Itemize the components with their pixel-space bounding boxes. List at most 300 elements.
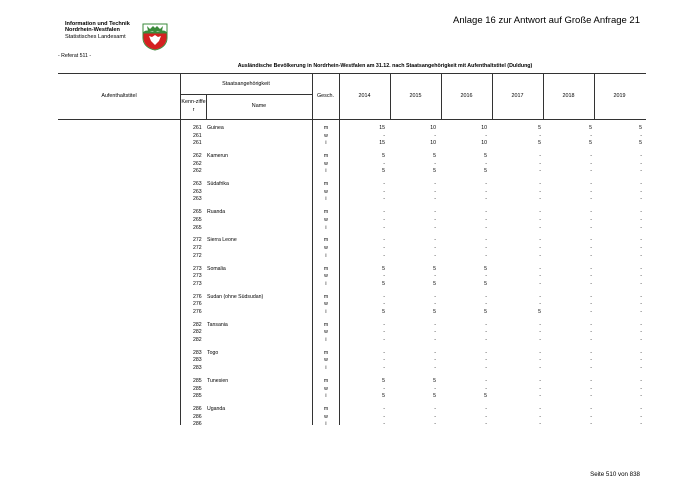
- value-cell: -: [539, 273, 541, 280]
- value-cell: 5: [382, 153, 385, 160]
- value-cell: -: [485, 181, 487, 188]
- country-code: 273: [193, 280, 202, 287]
- value-cell: -: [485, 406, 487, 412]
- value-cell: -: [640, 153, 642, 160]
- value-cell: -: [539, 237, 541, 244]
- value-cell: -: [434, 181, 436, 188]
- value-cell: -: [485, 196, 487, 203]
- country-code: 265: [193, 216, 202, 223]
- value-cell: 5: [484, 168, 487, 175]
- country-code: 276: [193, 301, 202, 308]
- value-cell: -: [640, 160, 642, 167]
- value-cell: -: [539, 321, 541, 328]
- value-cell: -: [539, 406, 541, 412]
- country-code: 272: [193, 252, 202, 259]
- value-cell: -: [640, 421, 642, 428]
- value-cell: -: [383, 349, 385, 356]
- header-year-2014: 2014: [358, 93, 371, 99]
- sex-indicator: w: [324, 245, 328, 251]
- value-cell: 5: [538, 140, 541, 147]
- country-name: Tunesien: [207, 377, 229, 384]
- header-year-2017: 2017: [511, 93, 524, 99]
- value-cell: -: [485, 349, 487, 356]
- value-cell: 10: [430, 125, 436, 131]
- country-code: 261: [193, 125, 202, 131]
- value-cell: -: [590, 245, 592, 251]
- country-code: 285: [193, 393, 202, 400]
- value-cell: -: [383, 252, 385, 259]
- value-cell: 5: [639, 140, 642, 147]
- value-cell: -: [539, 245, 541, 251]
- sex-indicator: m: [323, 349, 329, 356]
- value-cell: -: [590, 237, 592, 244]
- value-cell: -: [640, 224, 642, 231]
- sex-indicator: m: [323, 321, 329, 328]
- value-cell: 5: [433, 153, 436, 160]
- value-cell: -: [485, 224, 487, 231]
- value-cell: -: [434, 252, 436, 259]
- value-cell: -: [485, 301, 487, 308]
- value-cell: -: [434, 385, 436, 392]
- value-cell: -: [590, 321, 592, 328]
- value-cell: -: [640, 406, 642, 412]
- value-cell: -: [485, 188, 487, 195]
- value-cell: -: [590, 168, 592, 175]
- sex-indicator: w: [324, 132, 328, 139]
- value-cell: -: [434, 160, 436, 167]
- value-cell: -: [640, 245, 642, 251]
- sex-indicator: w: [324, 273, 328, 280]
- value-cell: 5: [382, 393, 385, 400]
- header-bottom-border: [58, 119, 646, 120]
- value-cell: -: [640, 196, 642, 203]
- country-name: Südafrika: [207, 181, 229, 188]
- value-cell: -: [539, 365, 541, 371]
- country-name: Sudan (ohne Südsudan): [207, 293, 264, 300]
- value-cell: -: [590, 349, 592, 356]
- value-cell: -: [434, 406, 436, 412]
- value-cell: -: [590, 301, 592, 308]
- header-year-2019: 2019: [613, 93, 626, 99]
- value-cell: -: [590, 216, 592, 223]
- value-cell: -: [383, 224, 385, 231]
- value-cell: -: [434, 336, 436, 343]
- country-name: Somalia: [207, 265, 226, 272]
- value-cell: -: [590, 160, 592, 167]
- value-cell: -: [539, 413, 541, 420]
- sex-indicator: i: [325, 252, 327, 259]
- value-cell: -: [434, 357, 436, 364]
- value-cell: 5: [484, 393, 487, 400]
- value-cell: -: [640, 329, 642, 336]
- value-cell: -: [539, 293, 541, 300]
- value-cell: -: [434, 216, 436, 223]
- sex-indicator: m: [323, 237, 329, 244]
- value-cell: 5: [433, 393, 436, 400]
- value-cell: -: [383, 413, 385, 420]
- value-cell: 5: [538, 308, 541, 315]
- value-cell: -: [434, 321, 436, 328]
- header-year-2016: 2016: [460, 93, 473, 99]
- value-cell: -: [383, 245, 385, 251]
- header-subdivider: [180, 94, 312, 95]
- table-top-border: [58, 73, 646, 74]
- value-cell: -: [383, 365, 385, 371]
- sex-indicator: w: [324, 413, 328, 420]
- value-cell: 10: [481, 125, 487, 131]
- country-code: 285: [193, 377, 202, 384]
- sex-indicator: m: [323, 293, 329, 300]
- page-number: Seite 510 von 838: [590, 471, 640, 478]
- value-cell: -: [485, 209, 487, 216]
- header-staatsangehoerigkeit: Staatsangehörigkeit: [222, 81, 270, 87]
- value-cell: -: [485, 336, 487, 343]
- value-cell: -: [485, 357, 487, 364]
- country-code: 276: [193, 293, 202, 300]
- department-label: - Referat 511 -: [58, 53, 92, 59]
- value-cell: 10: [430, 140, 436, 147]
- value-cell: 5: [382, 280, 385, 287]
- org-line-3: Statistisches Landesamt: [65, 33, 126, 40]
- value-cell: -: [539, 265, 541, 272]
- sex-indicator: w: [324, 160, 328, 167]
- value-cell: 5: [382, 377, 385, 384]
- value-cell: -: [485, 245, 487, 251]
- value-cell: -: [434, 224, 436, 231]
- value-cell: -: [383, 188, 385, 195]
- sex-indicator: m: [323, 265, 329, 272]
- sex-indicator: w: [324, 385, 328, 392]
- value-cell: -: [640, 349, 642, 356]
- country-code: 282: [193, 336, 202, 343]
- value-cell: -: [434, 365, 436, 371]
- value-cell: -: [383, 421, 385, 428]
- nrw-coat-of-arms-icon: [142, 23, 168, 51]
- country-code: 261: [193, 132, 202, 139]
- value-cell: -: [539, 377, 541, 384]
- value-cell: -: [434, 237, 436, 244]
- header-kennziffer: Kenn-ziffer: [181, 99, 206, 113]
- sex-indicator: m: [323, 153, 329, 160]
- value-cell: -: [539, 168, 541, 175]
- country-code: 262: [193, 153, 202, 160]
- value-cell: -: [485, 421, 487, 428]
- value-cell: 15: [379, 125, 385, 131]
- sex-indicator: m: [323, 377, 329, 384]
- value-cell: 5: [484, 153, 487, 160]
- value-cell: -: [590, 377, 592, 384]
- country-code: 273: [193, 273, 202, 280]
- value-cell: 5: [484, 308, 487, 315]
- country-code: 283: [193, 349, 202, 356]
- country-name: Uganda: [207, 406, 226, 412]
- value-cell: -: [640, 308, 642, 315]
- value-cell: 10: [481, 140, 487, 147]
- value-cell: 5: [433, 377, 436, 384]
- value-cell: -: [383, 181, 385, 188]
- column-divider: [312, 73, 313, 425]
- value-cell: -: [590, 181, 592, 188]
- country-code: 262: [193, 160, 202, 167]
- header-year-2015: 2015: [409, 93, 422, 99]
- value-cell: -: [434, 188, 436, 195]
- value-cell: -: [590, 413, 592, 420]
- value-cell: -: [485, 365, 487, 371]
- value-cell: -: [590, 336, 592, 343]
- value-cell: -: [590, 153, 592, 160]
- value-cell: 5: [433, 308, 436, 315]
- value-cell: 15: [379, 140, 385, 147]
- header-name: Name: [251, 103, 267, 109]
- value-cell: 5: [382, 168, 385, 175]
- country-name: Tansania: [207, 321, 228, 328]
- sex-indicator: w: [324, 357, 328, 364]
- country-code: 286: [193, 406, 202, 412]
- value-cell: -: [590, 393, 592, 400]
- column-divider: [180, 73, 181, 425]
- value-cell: -: [383, 196, 385, 203]
- value-cell: -: [539, 393, 541, 400]
- sex-indicator: i: [325, 280, 327, 287]
- value-cell: 5: [538, 125, 541, 131]
- value-cell: -: [539, 196, 541, 203]
- value-cell: -: [383, 301, 385, 308]
- header-geschlecht: Gesch.: [316, 93, 335, 99]
- value-cell: -: [539, 252, 541, 259]
- value-cell: -: [485, 413, 487, 420]
- sex-indicator: i: [325, 140, 327, 147]
- value-cell: -: [590, 293, 592, 300]
- value-cell: -: [539, 209, 541, 216]
- value-cell: -: [383, 321, 385, 328]
- value-cell: -: [640, 336, 642, 343]
- org-line-2: Nordrhein-Westfalen: [65, 27, 120, 34]
- country-name: Guinea: [207, 125, 224, 131]
- value-cell: -: [383, 160, 385, 167]
- sex-indicator: w: [324, 301, 328, 308]
- header-aufenthaltstitel: Aufenthaltstitel: [101, 93, 137, 99]
- value-cell: 5: [484, 280, 487, 287]
- value-cell: -: [590, 357, 592, 364]
- value-cell: -: [640, 252, 642, 259]
- value-cell: -: [590, 132, 592, 139]
- value-cell: -: [539, 349, 541, 356]
- value-cell: -: [434, 293, 436, 300]
- value-cell: -: [434, 245, 436, 251]
- value-cell: -: [590, 252, 592, 259]
- value-cell: -: [640, 321, 642, 328]
- value-cell: -: [539, 357, 541, 364]
- value-cell: -: [539, 188, 541, 195]
- value-cell: -: [640, 293, 642, 300]
- country-code: 276: [193, 308, 202, 315]
- value-cell: 5: [589, 140, 592, 147]
- value-cell: -: [434, 329, 436, 336]
- value-cell: -: [590, 421, 592, 428]
- value-cell: -: [539, 421, 541, 428]
- column-divider: [339, 73, 340, 425]
- value-cell: -: [640, 413, 642, 420]
- value-cell: -: [640, 181, 642, 188]
- table-title: Ausländische Bevölkerung in Nordrhein-Westfalen am 31.12. nach Staatsangehörigkeit mit Aufenthaltstitel (Duldung): [237, 63, 533, 69]
- value-cell: -: [539, 385, 541, 392]
- country-code: 273: [193, 265, 202, 272]
- value-cell: -: [383, 406, 385, 412]
- header-year-2018: 2018: [562, 93, 575, 99]
- value-cell: -: [485, 321, 487, 328]
- value-cell: -: [434, 421, 436, 428]
- sex-indicator: m: [323, 125, 329, 131]
- value-cell: -: [485, 237, 487, 244]
- value-cell: -: [434, 273, 436, 280]
- value-cell: 5: [433, 280, 436, 287]
- value-cell: -: [640, 301, 642, 308]
- value-cell: -: [640, 280, 642, 287]
- value-cell: -: [434, 196, 436, 203]
- value-cell: -: [590, 196, 592, 203]
- country-code: 272: [193, 245, 202, 251]
- country-code: 261: [193, 140, 202, 147]
- value-cell: 5: [433, 168, 436, 175]
- country-code: 285: [193, 385, 202, 392]
- sex-indicator: w: [324, 188, 328, 195]
- value-cell: -: [485, 273, 487, 280]
- value-cell: -: [539, 160, 541, 167]
- country-code: 263: [193, 188, 202, 195]
- value-cell: -: [590, 188, 592, 195]
- value-cell: -: [640, 132, 642, 139]
- value-cell: -: [485, 216, 487, 223]
- value-cell: -: [590, 365, 592, 371]
- country-code: 272: [193, 237, 202, 244]
- value-cell: -: [640, 377, 642, 384]
- value-cell: -: [539, 280, 541, 287]
- value-cell: -: [539, 224, 541, 231]
- country-code: 265: [193, 209, 202, 216]
- sex-indicator: w: [324, 329, 328, 336]
- value-cell: -: [590, 406, 592, 412]
- value-cell: -: [383, 336, 385, 343]
- value-cell: -: [640, 168, 642, 175]
- sex-indicator: i: [325, 365, 327, 371]
- value-cell: -: [485, 377, 487, 384]
- sex-indicator: i: [325, 224, 327, 231]
- country-name: Ruanda: [207, 209, 226, 216]
- country-code: 263: [193, 196, 202, 203]
- value-cell: -: [539, 132, 541, 139]
- value-cell: -: [539, 216, 541, 223]
- value-cell: -: [640, 188, 642, 195]
- value-cell: -: [539, 153, 541, 160]
- value-cell: -: [590, 280, 592, 287]
- value-cell: -: [383, 357, 385, 364]
- value-cell: 5: [484, 265, 487, 272]
- value-cell: -: [383, 132, 385, 139]
- value-cell: -: [485, 329, 487, 336]
- country-code: 282: [193, 329, 202, 336]
- value-cell: -: [640, 237, 642, 244]
- org-line-1: Information und Technik: [65, 21, 130, 27]
- value-cell: -: [590, 273, 592, 280]
- value-cell: -: [383, 209, 385, 216]
- country-code: 286: [193, 421, 202, 428]
- value-cell: 5: [382, 265, 385, 272]
- sex-indicator: i: [325, 308, 327, 315]
- value-cell: -: [640, 209, 642, 216]
- country-code: 282: [193, 321, 202, 328]
- value-cell: -: [485, 252, 487, 259]
- country-name: Sierra Leone: [207, 237, 237, 244]
- value-cell: 5: [433, 265, 436, 272]
- value-cell: -: [590, 385, 592, 392]
- value-cell: -: [485, 293, 487, 300]
- value-cell: -: [434, 413, 436, 420]
- value-cell: -: [434, 209, 436, 216]
- sex-indicator: i: [325, 196, 327, 203]
- sex-indicator: i: [325, 336, 327, 343]
- document-reference: Anlage 16 zur Antwort auf Große Anfrage 21: [453, 15, 640, 26]
- value-cell: -: [590, 308, 592, 315]
- value-cell: -: [640, 273, 642, 280]
- country-code: 283: [193, 365, 202, 371]
- sex-indicator: m: [323, 209, 329, 216]
- country-code: 283: [193, 357, 202, 364]
- value-cell: -: [539, 301, 541, 308]
- value-cell: 5: [639, 125, 642, 131]
- sex-indicator: w: [324, 216, 328, 223]
- value-cell: -: [485, 385, 487, 392]
- country-code: 263: [193, 181, 202, 188]
- value-cell: -: [434, 301, 436, 308]
- sex-indicator: i: [325, 168, 327, 175]
- value-cell: -: [383, 237, 385, 244]
- country-code: 262: [193, 168, 202, 175]
- sex-indicator: i: [325, 393, 327, 400]
- country-name: Kamerun: [207, 153, 229, 160]
- sex-indicator: m: [323, 181, 329, 188]
- value-cell: -: [539, 329, 541, 336]
- value-cell: -: [485, 132, 487, 139]
- sex-indicator: m: [323, 406, 329, 412]
- value-cell: -: [539, 336, 541, 343]
- value-cell: -: [383, 273, 385, 280]
- value-cell: -: [640, 265, 642, 272]
- value-cell: -: [434, 349, 436, 356]
- country-code: 286: [193, 413, 202, 420]
- value-cell: -: [485, 160, 487, 167]
- value-cell: -: [640, 365, 642, 371]
- value-cell: -: [434, 132, 436, 139]
- value-cell: -: [383, 385, 385, 392]
- organization-name: [65, 21, 130, 40]
- country-code: 265: [193, 224, 202, 231]
- value-cell: 5: [382, 308, 385, 315]
- value-cell: -: [590, 224, 592, 231]
- value-cell: -: [590, 209, 592, 216]
- sex-indicator: i: [325, 421, 327, 428]
- value-cell: -: [640, 385, 642, 392]
- value-cell: -: [640, 393, 642, 400]
- value-cell: -: [590, 329, 592, 336]
- value-cell: -: [383, 293, 385, 300]
- value-cell: 5: [589, 125, 592, 131]
- value-cell: -: [383, 329, 385, 336]
- value-cell: -: [590, 265, 592, 272]
- value-cell: -: [539, 181, 541, 188]
- value-cell: -: [383, 216, 385, 223]
- value-cell: -: [640, 357, 642, 364]
- country-name: Togo: [207, 349, 219, 356]
